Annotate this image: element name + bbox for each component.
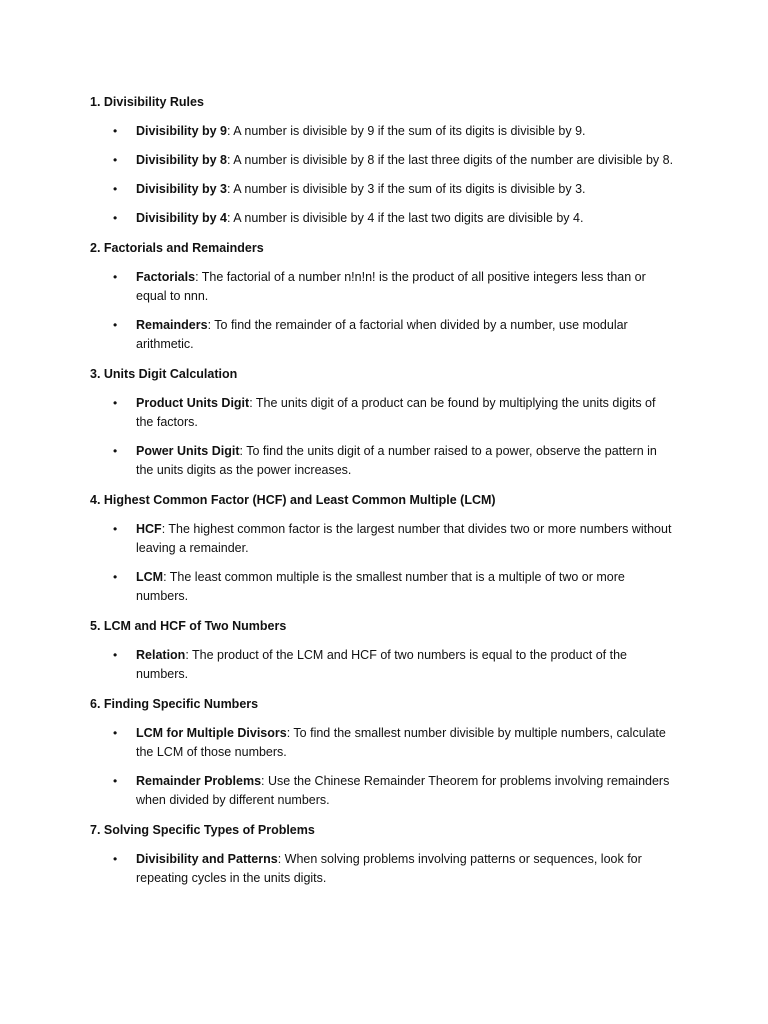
- item-text: : When solving problems involving patterns or sequences, look for repeating cycles in the units digits.: [136, 852, 642, 885]
- section-units-digit: [90, 365, 678, 480]
- list-item: [90, 268, 676, 306]
- list-item: [90, 122, 676, 141]
- list-item: [90, 151, 676, 170]
- item-term: Divisibility by 9: [136, 124, 228, 138]
- item-term: LCM: [136, 570, 164, 584]
- item-text: : Use the Chinese Remainder Theorem for problems involving remainders when divided by different numbers.: [136, 774, 670, 807]
- list-item: [90, 394, 676, 432]
- item-text: : The highest common factor is the largest number that divides two or more numbers without leaving a remainder.: [136, 522, 672, 555]
- item-term: Product Units Digit: [136, 396, 250, 410]
- bullet-icon: •: [113, 522, 118, 536]
- bullet-list: [90, 850, 678, 888]
- bullet-icon: •: [113, 396, 118, 410]
- item-term: Remainders: [136, 318, 208, 332]
- item-term: Factorials: [136, 270, 196, 284]
- item-term: HCF: [136, 522, 162, 536]
- list-item: [90, 209, 676, 228]
- bullet-icon: •: [113, 774, 118, 788]
- bullet-list: [90, 268, 678, 354]
- list-item: [90, 442, 676, 480]
- section-factorials-remainders: [90, 239, 678, 354]
- section-heading: 4. Highest Common Factor (HCF) and Least Common Multiple (LCM): [90, 493, 496, 507]
- bullet-icon: •: [113, 726, 118, 740]
- item-term: Divisibility by 4: [136, 211, 228, 225]
- section-hcf-lcm: [90, 491, 678, 606]
- bullet-icon: •: [113, 570, 118, 584]
- bullet-icon: •: [113, 270, 118, 284]
- item-text: : The factorial of a number n!n!n! is the product of all positive integers less than or equal to nnn.: [136, 270, 646, 303]
- list-item: [90, 646, 676, 684]
- list-item: [90, 520, 676, 558]
- section-lcm-hcf-two-numbers: [90, 617, 678, 684]
- bullet-icon: •: [113, 124, 118, 138]
- section-solving-problems: [90, 821, 678, 888]
- list-item: [90, 180, 676, 199]
- item-text: : The product of the LCM and HCF of two numbers is equal to the product of the numbers.: [136, 648, 627, 681]
- item-term: Power Units Digit: [136, 444, 240, 458]
- section-heading: 5. LCM and HCF of Two Numbers: [90, 619, 287, 633]
- bullet-icon: •: [113, 852, 118, 866]
- section-divisibility-rules: [90, 93, 678, 228]
- bullet-icon: •: [113, 444, 118, 458]
- item-text: : A number is divisible by 3 if the sum of its digits is divisible by 3.: [227, 182, 586, 196]
- bullet-icon: •: [113, 648, 118, 662]
- item-text: : A number is divisible by 9 if the sum of its digits is divisible by 9.: [227, 124, 586, 138]
- bullet-list: [90, 394, 678, 480]
- item-text: : A number is divisible by 8 if the last three digits of the number are divisible by 8.: [227, 153, 674, 167]
- item-text: : To find the units digit of a number raised to a power, observe the pattern in the units digits as the power increases.: [136, 444, 657, 477]
- section-heading: 7. Solving Specific Types of Problems: [90, 823, 315, 837]
- item-term: Divisibility by 3: [136, 182, 228, 196]
- section-heading: 1. Divisibility Rules: [90, 95, 204, 109]
- section-heading: 3. Units Digit Calculation: [90, 367, 238, 381]
- bullet-icon: •: [113, 211, 118, 225]
- item-text: : The units digit of a product can be found by multiplying the units digits of the factors.: [136, 396, 656, 429]
- bullet-list: [90, 520, 678, 606]
- item-term: Divisibility and Patterns: [136, 852, 278, 866]
- bullet-list: [90, 122, 678, 228]
- item-term: Remainder Problems: [136, 774, 262, 788]
- item-text: : To find the smallest number divisible by multiple numbers, calculate the LCM of those numbers.: [136, 726, 666, 759]
- item-term: LCM for Multiple Divisors: [136, 726, 287, 740]
- bullet-icon: •: [113, 182, 118, 196]
- item-term: Relation: [136, 648, 186, 662]
- bullet-list: [90, 646, 678, 684]
- bullet-list: [90, 724, 678, 810]
- item-text: : A number is divisible by 4 if the last two digits are divisible by 4.: [227, 211, 584, 225]
- list-item: [90, 568, 676, 606]
- item-text: : To find the remainder of a factorial when divided by a number, use modular arithmetic.: [136, 318, 628, 351]
- item-text: : The least common multiple is the smallest number that is a multiple of two or more numbers.: [136, 570, 625, 603]
- item-term: Divisibility by 8: [136, 153, 228, 167]
- section-finding-specific-numbers: [90, 695, 678, 810]
- bullet-icon: •: [113, 153, 118, 167]
- section-heading: 2. Factorials and Remainders: [90, 241, 264, 255]
- list-item: [90, 772, 676, 810]
- list-item: [90, 316, 676, 354]
- section-heading: 6. Finding Specific Numbers: [90, 697, 259, 711]
- list-item: [90, 850, 676, 888]
- bullet-icon: •: [113, 318, 118, 332]
- list-item: [90, 724, 676, 762]
